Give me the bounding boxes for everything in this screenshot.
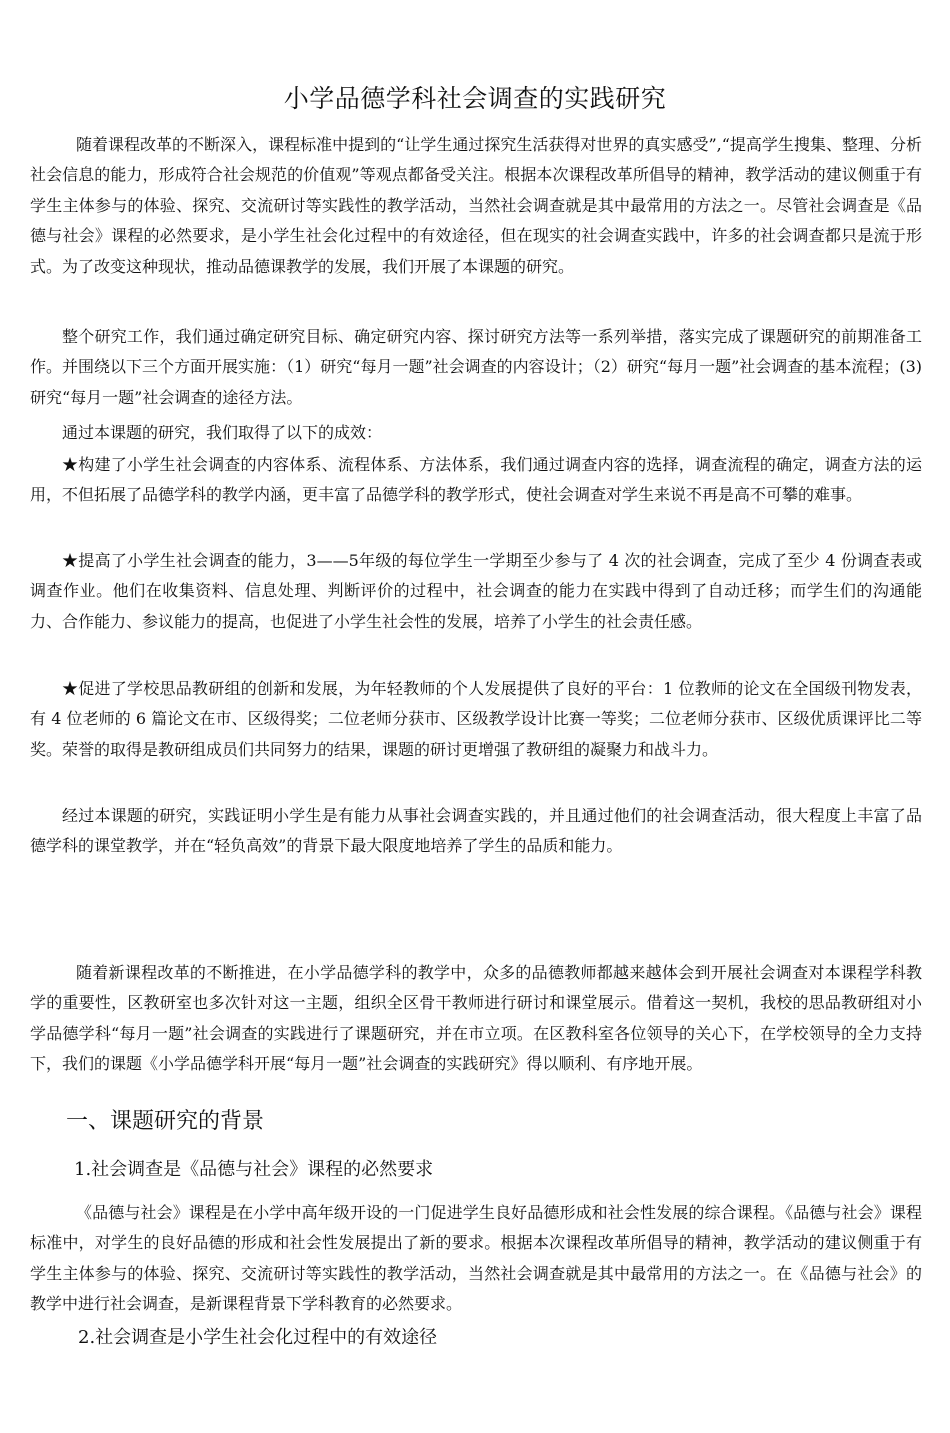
paragraph-intro: 随着课程改革的不断深入，课程标准中提到的“让学生通过探究生活获得对世界的真实感受”,“提高学生搜集、整理、分析社会信息的能力，形成符合社会规范的价值观”等观点都备受关注。根据本次课程改革所倡导的精神，教学活动的建议侧重于有学生主体参与的体验、探究、交流研讨等实践性的教学活动，当然社会调查就是其中最常用的方法之一。尽管社会调查是《品德与社会》课程的必然要求，是小学生社会化过程中的有效途径，但在现实的社会调查实践中，许多的社会调查都只是流于形式。为了改变这种现状，推动品德课教学的发展，我们开展了本课题的研究。: [30, 135, 922, 276]
paragraph-subsection-1: 《品德与社会》课程是在小学中高年级开设的一门促进学生良好品德形成和社会性发展的综合课程。《品德与社会》课程标准中，对学生的良好品德的形成和社会性发展提出了新的要求。根据本次课程改革所倡导的精神，教学活动的建议侧重于有学生主体参与的体验、探究、交流研讨等实践性的教学活动，当然社会调查就是其中最常用的方法之一。在《品德与社会》的教学中进行社会调查，是新课程背景下学科教育的必然要求。: [30, 1203, 922, 1314]
paragraph-background-intro: 随着新课程改革的不断推进，在小学品德学科的教学中，众多的品德教师都越来越体会到开展社会调查对本课程学科教学的重要性，区教研室也多次针对这一主题，组织全区骨干教师进行研讨和课堂展示。借着这一契机，我校的思品教研组对小学品德学科“每月一题”社会调查的实践进行了课题研究，并在市立项。在区教科室各位领导的关心下，在学校领导的全力支持下，我们的课题《小学品德学科开展“每月一题”社会调查的实践研究》得以顺利、有序地开展。: [30, 963, 922, 1074]
subsection-heading-2: 2.社会调查是小学生社会化过程中的有效途径: [78, 1327, 438, 1348]
subsection-heading-1: 1.社会调查是《品德与社会》课程的必然要求: [74, 1159, 434, 1180]
paragraph-result-3: ★促进了学校思品教研组的创新和发展，为年轻教师的个人发展提供了良好的平台：1 位教师的论文在全国级刊物发表，有 4 位老师的 6 篇论文在市、区级得奖；二位老师分获市、区级教学设计比赛一等奖；二位老师分获市、区级优质课评比二等奖。荣誉的取得是教研组成员们共同努力的结果，课题的研讨更增强了教研组的凝聚力和战斗力。: [30, 679, 922, 759]
paragraph-research-work: 整个研究工作，我们通过确定研究目标、确定研究内容、探讨研究方法等一系列举措，落实完成了课题研究的前期准备工作。并围绕以下三个方面开展实施：（1）研究“每月一题”社会调查的内容设计；（2）研究“每月一题”社会调查的基本流程；(3)研究“每月一题”社会调查的途径方法。: [30, 327, 922, 407]
document-title: 小学品德学科社会调查的实践研究: [283, 84, 667, 113]
section-heading-background: 一、课题研究的背景: [66, 1109, 265, 1134]
paragraph-results-intro: 通过本课题的研究，我们取得了以下的成效：: [62, 423, 383, 442]
paragraph-result-1: ★构建了小学生社会调查的内容体系、流程体系、方法体系，我们通过调查内容的选择，调查流程的确定，调查方法的运用，不但拓展了品德学科的教学内涵，更丰富了品德学科的教学形式，使社会调查对学生来说不再是高不可攀的难事。: [30, 455, 922, 505]
paragraph-result-2: ★提高了小学生社会调查的能力，3——5年级的每位学生一学期至少参与了 4 次的社会调查，完成了至少 4 份调查表或调查作业。他们在收集资料、信息处理、判断评价的过程中，社会调查的能力在实践中得到了自动迁移；而学生们的沟通能力、合作能力、参议能力的提高，也促进了小学生社会性的发展，培养了小学生的社会责任感。: [30, 551, 922, 631]
paragraph-conclusion: 经过本课题的研究，实践证明小学生是有能力从事社会调查实践的，并且通过他们的社会调查活动，很大程度上丰富了品德学科的课堂教学，并在“轻负高效”的背景下最大限度地培养了学生的品质和能力。: [30, 806, 922, 856]
